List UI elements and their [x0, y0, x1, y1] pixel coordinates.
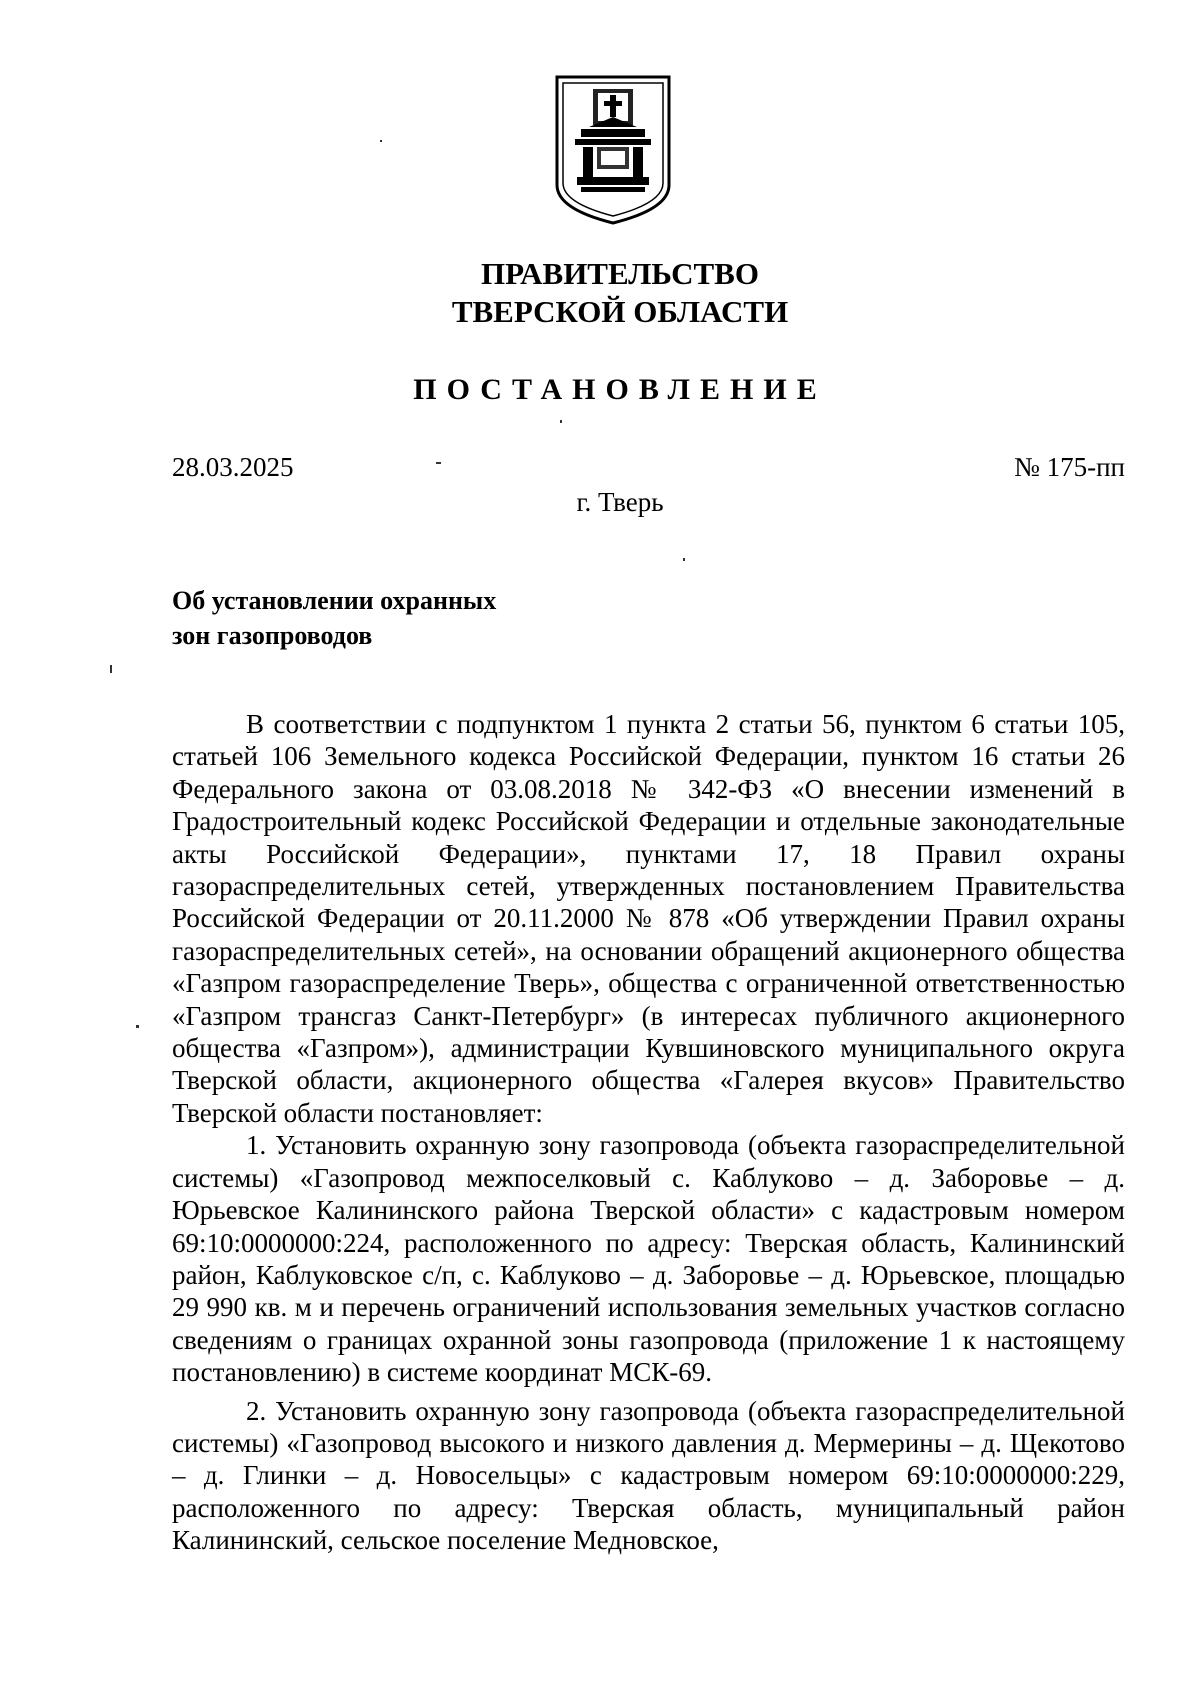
item-1-paragraph: 1. Установить охранную зону газопровода (объекта газораспределительной системы) «Газопровод межпоселковый с. Каблуково – д. Заборовье – д. Юрьевское Калининского района Тверской области» с кадастровым номером 69:10:0000000:224, расположенного по адресу: Тверская область, Калининский район, Каблуковское с/п, с. Каблуково – д. Заборовье – д. Юрьевское, площадью 29 990 кв. м и перечень ограничений использования земельных участков согласно сведениям о границах охранной зоны газопровода (приложение 1 к настоящему постановлению) в системе координат МСК-69.	[172, 1130, 1125, 1388]
subject-line1: Об установлении охранных	[172, 586, 497, 615]
government-title	[0, 255, 1200, 331]
scan-speck	[436, 462, 441, 464]
government-title-line2: ТВЕРСКОЙ ОБЛАСТИ	[451, 294, 789, 329]
scan-speck	[560, 420, 562, 423]
government-title-line1: ПРАВИТЕЛЬСТВО	[481, 256, 759, 291]
document-body	[172, 708, 1125, 1557]
preamble-paragraph: В соответствии с подпунктом 1 пункта 2 статьи 56, пунктом 6 статьи 105, статьей 106 Земельного кодекса Российской Федерации, пунктом 16 статьи 26 Федерального закона от 03.08.2018 № 342-ФЗ «О внесении изменений в Градостроительный кодекс Российской Федерации и отдельные законодательные акты Российской Федерации», пунктами 17, 18 Правил охраны газораспределительных сетей, утвержденных постановлением Правительства Российской Федерации от 20.11.2000 № 878 «Об утверждении Правил охраны газораспределительных сетей», на основании обращений акционерного общества «Газпром газораспределение Тверь», общества с ограниченной ответственностью «Газпром трансгаз Санкт-Петербург» (в интересах публичного акционерного общества «Газпром»), администрации Кувшиновского муниципального округа Тверской области, акционерного общества «Галерея вкусов» Правительство Тверской области постановляет:	[172, 709, 1125, 1128]
document-city: г. Тверь	[576, 487, 664, 517]
scan-speck	[380, 140, 382, 142]
scan-speck	[110, 665, 112, 673]
document-date: 28.03.2025	[172, 452, 294, 482]
scan-speck	[683, 558, 685, 561]
subject-line2: зон газопроводов	[172, 621, 373, 650]
document-number: № 175-пп	[1014, 452, 1125, 482]
coat-of-arms-emblem	[551, 73, 675, 225]
document-type-heading: ПОСТАНОВЛЕНИЕ	[413, 373, 827, 406]
document-subject	[172, 583, 496, 653]
scan-speck	[136, 1025, 139, 1028]
item-2-paragraph: 2. Установить охранную зону газопровода (объекта газораспределительной системы) «Газопровод высокого и низкого давления д. Мермерины – д. Щекотово – д. Глинки – д. Новосельцы» с кадастровым номером 69:10:0000000:229, расположенного по адресу: Тверская область, муниципальный район Калининский, сельское поселение Медновское,	[172, 1395, 1125, 1556]
